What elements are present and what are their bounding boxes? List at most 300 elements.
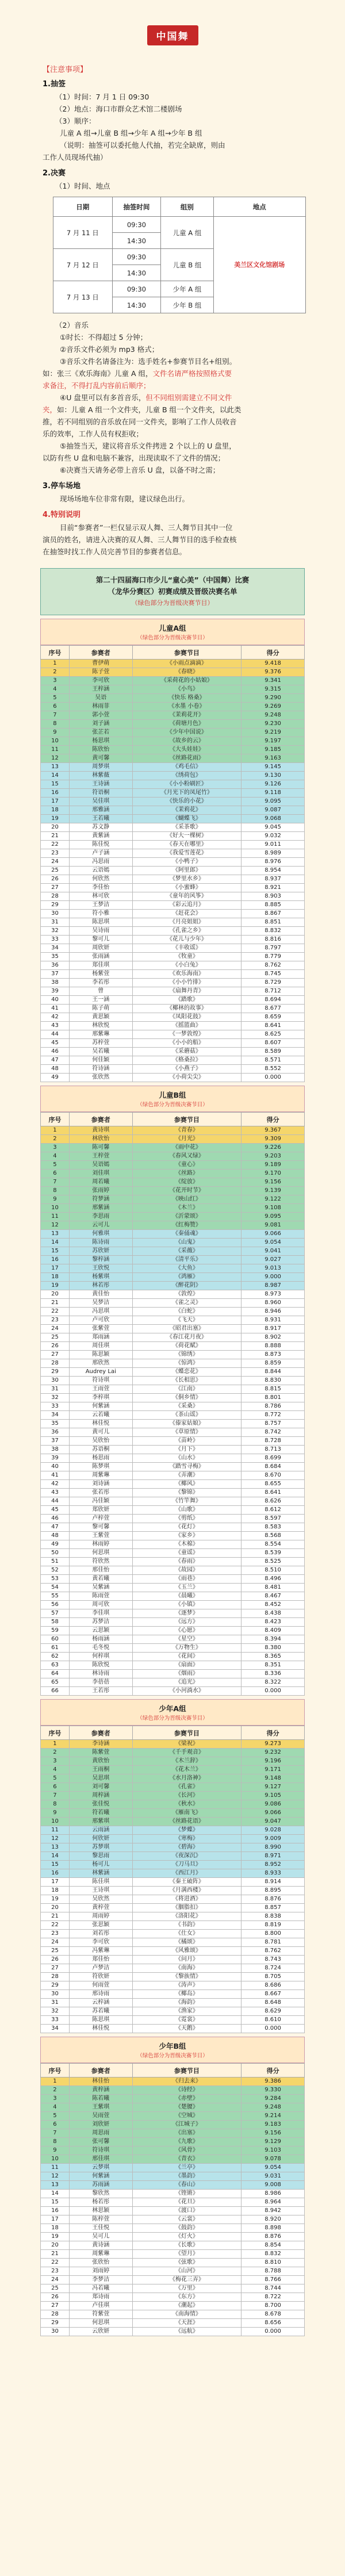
entry-number: 11 xyxy=(41,1826,70,1835)
entry-program: 《格桑拉》 xyxy=(132,1056,241,1065)
entry-score: 8.960 xyxy=(241,1299,305,1308)
entry-participant: 张雨涵 xyxy=(69,953,132,961)
draw-order-label: （3）顺序： xyxy=(55,117,96,125)
entry-program: 《长相思》 xyxy=(132,1377,241,1385)
entry-participant: 周若曦 xyxy=(69,1178,132,1187)
table-row xyxy=(41,1308,305,1316)
entry-number: 7 xyxy=(41,2129,70,2138)
entry-program: 《诗经》 xyxy=(132,2086,241,2095)
entry-number: 26 xyxy=(41,875,70,884)
entry-number: 20 xyxy=(41,2241,70,2250)
entry-number: 29 xyxy=(41,1981,70,1990)
table-row xyxy=(41,1947,305,1956)
entry-participant: 周思雨 xyxy=(69,2129,132,2138)
entry-score: 8.810 xyxy=(241,2259,305,2267)
table-row xyxy=(41,2016,305,2025)
table-row xyxy=(41,961,305,970)
entry-score: 8.937 xyxy=(241,875,305,884)
table-row xyxy=(41,910,305,918)
entry-participant: 张佳悦 xyxy=(69,1800,132,1809)
entry-score: 9.197 xyxy=(241,737,305,746)
entry-participant: 冯思雨 xyxy=(69,858,132,867)
table-row xyxy=(41,1749,305,1757)
entry-number: 15 xyxy=(41,2198,70,2207)
table-row xyxy=(41,729,305,737)
usb-folders-example-text: 如：儿童 A 组一个文件夹，儿童 B 组一个文件夹，以此类 xyxy=(57,405,241,414)
entry-number: 16 xyxy=(41,1256,70,1264)
entry-number: 26 xyxy=(41,1342,70,1351)
entry-number: 44 xyxy=(41,1030,70,1039)
entry-participant: 符欣妍 xyxy=(69,1973,132,1981)
entry-participant: 冯紫琳 xyxy=(69,1947,132,1956)
entry-number: 8 xyxy=(41,720,70,729)
entry-number: 28 xyxy=(41,892,70,901)
entry-program: 《青衣》 xyxy=(132,2155,241,2164)
entry-participant: 吴梦洁 xyxy=(69,1299,132,1308)
group-heading xyxy=(40,619,305,645)
table-row xyxy=(41,1627,305,1635)
entry-score: 8.851 xyxy=(241,918,305,927)
entry-number: 19 xyxy=(41,815,70,823)
entry-program: 《采桑》 xyxy=(132,1402,241,1411)
entry-program: 《梅花三弄》 xyxy=(132,2276,241,2284)
entry-participant: 苏梓萱 xyxy=(69,1039,132,1048)
entry-program: 《山河》 xyxy=(132,2267,241,2276)
table-row xyxy=(41,2241,305,2250)
table-row xyxy=(41,875,305,884)
table-row xyxy=(41,2302,305,2310)
entry-number: 36 xyxy=(41,1428,70,1437)
entry-number: 18 xyxy=(41,1887,70,1895)
entry-number: 56 xyxy=(41,1601,70,1609)
entry-participant: 吴诗雨 xyxy=(69,927,132,936)
results-column-header: 参赛节目 xyxy=(132,646,241,660)
entry-program: 《小小竹排》 xyxy=(132,979,241,987)
entry-program: 《渡口》 xyxy=(132,2207,241,2215)
entry-program: 《童年的风筝》 xyxy=(132,892,241,901)
entry-program: 《万物生》 xyxy=(132,1644,241,1653)
entry-participant: 郑佳怡 xyxy=(69,1956,132,1964)
entry-program: 《出塞》 xyxy=(132,2129,241,2138)
entry-program: 《故乡的云》 xyxy=(132,737,241,746)
table-row xyxy=(41,1144,305,1152)
entry-participant: 何梓琪 xyxy=(69,1653,132,1661)
entry-program: 《少年中国说》 xyxy=(132,729,241,737)
entry-number: 41 xyxy=(41,1471,70,1480)
table-row xyxy=(41,1385,305,1394)
entry-participant: 邢紫琳 xyxy=(69,1030,132,1039)
entry-number: 3 xyxy=(41,677,70,685)
table-row xyxy=(41,1618,305,1627)
entry-participant: 杨紫琪 xyxy=(69,1273,132,1282)
table-row xyxy=(41,1981,305,1990)
entry-score: 8.659 xyxy=(241,1013,305,1022)
music-example-warning: 文件名请严格按照格式要 xyxy=(152,369,232,378)
entry-score: 8.921 xyxy=(241,884,305,892)
table-row xyxy=(41,892,305,901)
entry-score: 9.108 xyxy=(241,1204,305,1213)
entry-participant: 黄可馨 xyxy=(69,754,132,763)
entry-score: 9.041 xyxy=(241,1247,305,1256)
entry-number: 21 xyxy=(41,1912,70,1921)
entry-participant: 王欣悦 xyxy=(69,1264,132,1273)
entry-participant: 李若彤 xyxy=(69,979,132,987)
table-row xyxy=(41,1030,305,1039)
entry-number: 33 xyxy=(41,2016,70,2025)
entry-participant: 陈诗雨 xyxy=(69,1239,132,1247)
entry-program: 《晨曦》 xyxy=(132,1592,241,1601)
section-special: 4.特别说明 xyxy=(43,511,80,519)
entry-number: 12 xyxy=(41,1835,70,1843)
entry-program: 《侗乡情》 xyxy=(132,1394,241,1402)
entry-program: 《昭君出塞》 xyxy=(132,1325,241,1333)
entry-participant: 郑雨涵 xyxy=(69,1333,132,1342)
table-row xyxy=(41,858,305,867)
entry-participant: 陈雨萱 xyxy=(69,1592,132,1601)
entry-number: 10 xyxy=(41,2155,70,2164)
entry-program: 《采茶歌》 xyxy=(132,823,241,832)
result-group xyxy=(40,1086,305,1696)
entry-participant: 黎欣然 xyxy=(69,2190,132,2198)
table-row xyxy=(41,2267,305,2276)
entry-number: 31 xyxy=(41,918,70,927)
entry-participant: 刘诗涵 xyxy=(69,1480,132,1489)
entry-score: 9.341 xyxy=(241,677,305,685)
entry-score: 8.857 xyxy=(241,1904,305,1912)
entry-program: 《西江月》 xyxy=(132,1869,241,1878)
entry-program: 《惊鸿》 xyxy=(132,1359,241,1368)
entry-participant: 林诗雨 xyxy=(69,1670,132,1678)
entry-score: 8.801 xyxy=(241,1394,305,1402)
entry-program: 《茶山谣》 xyxy=(132,1411,241,1420)
entry-participant: 吴紫涵 xyxy=(69,1584,132,1592)
entry-score: 8.946 xyxy=(241,1308,305,1316)
entry-participant: 邢紫涵 xyxy=(69,1204,132,1213)
entry-participant: 黄梓萱 xyxy=(69,1904,132,1912)
entry-number: 10 xyxy=(41,1818,70,1826)
entry-score: 9.156 xyxy=(241,1178,305,1187)
results-column-header: 序号 xyxy=(41,2064,70,2077)
entry-number: 6 xyxy=(41,1783,70,1792)
entry-number: 65 xyxy=(41,1678,70,1687)
table-row xyxy=(41,1411,305,1420)
entry-program: 《海韵》 xyxy=(132,1999,241,2007)
entry-program: 《春晓》 xyxy=(132,668,241,677)
entry-participant: 李可欣 xyxy=(69,1938,132,1947)
table-row xyxy=(41,1247,305,1256)
results-column-header: 得分 xyxy=(241,2064,305,2077)
entry-participant: 林雨婷 xyxy=(69,1540,132,1549)
table-row xyxy=(41,1809,305,1818)
entry-score: 8.779 xyxy=(241,953,305,961)
entry-program: 《丝路花雨》 xyxy=(132,754,241,763)
entry-program: 《孔雀之乡》 xyxy=(132,927,241,936)
entry-program: 《快乐的小花》 xyxy=(132,798,241,806)
table-row xyxy=(41,1653,305,1661)
entry-score: 9.170 xyxy=(241,1170,305,1178)
entry-program: 《小鸭子》 xyxy=(132,858,241,867)
table-row xyxy=(41,1497,305,1506)
entry-number: 39 xyxy=(41,1454,70,1463)
entry-program: 《寒梅》 xyxy=(132,1835,241,1843)
entry-score: 9.047 xyxy=(241,1818,305,1826)
music-order-warning: 求备注，不得打乱内容前后顺序； xyxy=(43,381,151,390)
entry-program: 《风雅颂》 xyxy=(132,1947,241,1956)
schedule-time: 14:30 xyxy=(112,265,161,281)
entry-number: 9 xyxy=(41,1809,70,1818)
entry-number: 51 xyxy=(41,1558,70,1566)
results-column-header: 参赛者 xyxy=(69,1726,132,1740)
table-row xyxy=(41,1437,305,1446)
entry-participant: 陈佳悦 xyxy=(69,841,132,849)
entry-number: 37 xyxy=(41,1437,70,1446)
results-groups xyxy=(40,619,305,2336)
entry-program: 《玉兰》 xyxy=(132,1584,241,1592)
entry-score: 8.496 xyxy=(241,1575,305,1584)
entry-score: 9.273 xyxy=(241,1740,305,1749)
entry-number: 52 xyxy=(41,1566,70,1575)
entry-participant: 刘雨婷 xyxy=(69,2267,132,2276)
entry-participant: 卢梓萱 xyxy=(69,1515,132,1523)
entry-participant: 李佳琪 xyxy=(69,1609,132,1618)
table-row xyxy=(41,996,305,1005)
entry-score: 9.226 xyxy=(241,1144,305,1152)
entry-program: 《雨中花》 xyxy=(132,1144,241,1152)
entry-program: 《花开时节》 xyxy=(132,1187,241,1195)
table-row xyxy=(41,2224,305,2233)
table-row xyxy=(41,1774,305,1783)
entry-score: 9.196 xyxy=(241,1757,305,1766)
entry-score: 8.832 xyxy=(241,2250,305,2259)
entry-participant: 云梓涵 xyxy=(69,1999,132,2007)
group-name: 儿童A组 xyxy=(159,624,186,632)
results-column-header: 参赛者 xyxy=(69,646,132,660)
entry-number: 46 xyxy=(41,1515,70,1523)
entry-score: 8.648 xyxy=(241,1999,305,2007)
table-row xyxy=(41,815,305,823)
schedule-time: 14:30 xyxy=(112,233,161,249)
table-row xyxy=(41,1325,305,1333)
group-note: （绿色部分为晋级决赛节目） xyxy=(137,2053,208,2059)
special-text-3: 在抽签时找工作人员完善节目的参赛者信息。 xyxy=(43,547,187,556)
entry-participant: 陈梦琪 xyxy=(69,1463,132,1471)
entry-program: 《弄潮》 xyxy=(132,1471,241,1480)
entry-score: 9.230 xyxy=(241,720,305,729)
table-row xyxy=(41,936,305,944)
music-duration: ①时长：不得超过 5 分钟； xyxy=(60,333,148,342)
table-row xyxy=(41,1065,305,1074)
entry-score: 9.032 xyxy=(241,832,305,841)
entry-participant: 陈思颖 xyxy=(69,1351,132,1359)
entry-score: 8.667 xyxy=(241,1990,305,1999)
entry-participant: 邢欣然 xyxy=(69,1359,132,1368)
entry-participant: 王梦洁 xyxy=(69,901,132,910)
table-row xyxy=(41,1792,305,1800)
entry-participant: 陈子萌 xyxy=(69,1005,132,1013)
entry-program: 《归去来》 xyxy=(132,2077,241,2086)
table-row xyxy=(41,1161,305,1170)
table-row xyxy=(41,1523,305,1532)
table-row xyxy=(41,987,305,996)
results-column-header: 得分 xyxy=(241,646,305,660)
entry-number: 4 xyxy=(41,1766,70,1774)
entry-participant: 李思雨 xyxy=(69,1213,132,1221)
entry-participant: Audrey Lai xyxy=(69,1368,132,1377)
entry-participant: 苏梦洁 xyxy=(69,1618,132,1627)
entry-program: 《春雨》 xyxy=(132,1558,241,1566)
entry-score: 8.895 xyxy=(241,1887,305,1895)
entry-program: 《山歌》 xyxy=(132,1506,241,1515)
entry-program: 《草原情》 xyxy=(132,1428,241,1437)
entry-score: 8.705 xyxy=(241,1973,305,1981)
results-column-header: 序号 xyxy=(41,1113,70,1126)
entry-participant: 林紫薇 xyxy=(69,772,132,780)
entry-participant: 冯佳颖 xyxy=(69,1497,132,1506)
entry-participant: 陈思琪 xyxy=(69,918,132,927)
final-time-place: （1）时间、地点 xyxy=(55,182,110,190)
entry-score: 8.942 xyxy=(241,2207,305,2215)
entry-number: 9 xyxy=(41,729,70,737)
entry-program: 《木棉》 xyxy=(132,1540,241,1549)
entry-number: 18 xyxy=(41,1273,70,1282)
entry-participant: 周紫琳 xyxy=(69,2250,132,2259)
entry-score: 8.656 xyxy=(241,2319,305,2328)
entry-score: 8.677 xyxy=(241,1005,305,1013)
table-row xyxy=(41,2129,305,2138)
entry-program: 《沂蒙颂》 xyxy=(132,1213,241,1221)
entry-participant: 何紫涵 xyxy=(69,1402,132,1411)
table-row xyxy=(41,780,305,789)
entry-program: 《踏雪寻梅》 xyxy=(132,1463,241,1471)
entry-program: 《竹竿舞》 xyxy=(132,1497,241,1506)
entry-program: 《快乐 格桑》 xyxy=(132,694,241,703)
entry-participant: 林可欣 xyxy=(69,892,132,901)
entry-participant: 王若彤 xyxy=(69,1687,132,1696)
table-row xyxy=(41,1074,305,1082)
entry-participant: 符梦涵 xyxy=(69,1195,132,1204)
entry-score: 9.156 xyxy=(241,2129,305,2138)
entry-number: 49 xyxy=(41,1074,70,1082)
entry-score: 8.467 xyxy=(241,1592,305,1601)
entry-number: 25 xyxy=(41,1947,70,1956)
table-row xyxy=(41,1687,305,1696)
table-row xyxy=(41,1342,305,1351)
entry-score: 9.031 xyxy=(241,2172,305,2181)
entry-score: 8.819 xyxy=(241,1921,305,1930)
entry-program: 《水月洛神》 xyxy=(132,1774,241,1783)
entry-participant: 王梓萱 xyxy=(69,1152,132,1161)
entry-program: 《椰岛》 xyxy=(132,1990,241,1999)
entry-participant: 周欣妍 xyxy=(69,944,132,953)
table-row xyxy=(41,2233,305,2241)
entry-score: 9.129 xyxy=(241,2138,305,2146)
entry-score: 8.607 xyxy=(241,1039,305,1048)
entry-number: 11 xyxy=(41,746,70,754)
entry-number: 1 xyxy=(41,1126,70,1135)
table-row xyxy=(41,2086,305,2095)
entry-number: 23 xyxy=(41,2267,70,2276)
entry-score: 8.989 xyxy=(241,849,305,858)
entry-number: 24 xyxy=(41,1325,70,1333)
entry-score: 8.713 xyxy=(241,1446,305,1454)
entry-participant: 王若曦 xyxy=(69,815,132,823)
table-row xyxy=(41,1273,305,1282)
entry-participant: 符诗琪 xyxy=(69,1377,132,1385)
entry-program: 《木兰辞》 xyxy=(132,1757,241,1766)
entry-score: 8.568 xyxy=(241,1532,305,1540)
draw-note-1: （说明：抽签可以委托他人代抽，若完全缺席，则由 xyxy=(60,141,225,150)
schedule-group: 儿童 B 组 xyxy=(161,249,213,281)
entry-score: 8.684 xyxy=(241,1463,305,1471)
table-row xyxy=(41,2112,305,2121)
entry-program: 《鸿雁》 xyxy=(132,1273,241,1282)
table-row xyxy=(41,1022,305,1030)
entry-program: 《花灯》 xyxy=(132,1523,241,1532)
schedule-header: 日期 xyxy=(53,197,113,217)
entry-score: 9.418 xyxy=(241,660,305,668)
results-table xyxy=(40,1726,305,2033)
entry-number: 8 xyxy=(41,1800,70,1809)
entry-number: 43 xyxy=(41,1022,70,1030)
entry-number: 7 xyxy=(41,1178,70,1187)
entry-score: 8.971 xyxy=(241,1852,305,1861)
table-row xyxy=(41,1135,305,1144)
schedule-group: 少年 B 组 xyxy=(161,297,213,313)
entry-participant: 邢佳怡 xyxy=(69,1566,132,1575)
entry-participant: 苏梦琪 xyxy=(69,1843,132,1852)
results-column-header: 得分 xyxy=(241,1726,305,1740)
entry-participant: 何雨萱 xyxy=(69,1981,132,1990)
entry-score: 8.800 xyxy=(241,1930,305,1938)
entry-score: 8.876 xyxy=(241,2233,305,2241)
entry-number: 25 xyxy=(41,2284,70,2293)
entry-score: 8.859 xyxy=(241,1359,305,1368)
entry-program: 《小鸟》 xyxy=(132,685,241,694)
entry-participant: 张可馨 xyxy=(69,2138,132,2146)
entry-number: 26 xyxy=(41,1956,70,1964)
entry-participant: 刘若彤 xyxy=(69,1930,132,1938)
table-row xyxy=(41,1480,305,1489)
entry-score: 9.008 xyxy=(241,2181,305,2190)
entry-number: 16 xyxy=(41,2207,70,2215)
entry-participant: 陈佳琪 xyxy=(69,1878,132,1887)
entry-number: 28 xyxy=(41,1359,70,1368)
entry-number: 53 xyxy=(41,1575,70,1584)
table-row xyxy=(41,1454,305,1463)
entry-program: 《梁祝》 xyxy=(132,1740,241,1749)
entry-number: 11 xyxy=(41,2164,70,2172)
entry-program: 《秋水》 xyxy=(132,1800,241,1809)
entry-program: 《小小的船》 xyxy=(132,1039,241,1048)
entry-program: 《鸡毛信》 xyxy=(132,763,241,772)
entry-program: 《天鹅》 xyxy=(132,2025,241,2033)
table-row xyxy=(41,1170,305,1178)
table-row xyxy=(41,1126,305,1135)
entry-program: 《小河淌水》 xyxy=(132,1687,241,1696)
table-row xyxy=(41,1005,305,1013)
table-row xyxy=(41,703,305,711)
table-row xyxy=(41,1644,305,1653)
entry-participant: 吴若曦 xyxy=(69,1048,132,1056)
entry-number: 63 xyxy=(41,1661,70,1670)
entry-program: 《将进酒》 xyxy=(132,1895,241,1904)
entry-program: 《绣荷包》 xyxy=(132,772,241,780)
entry-score: 8.987 xyxy=(241,1282,305,1290)
entry-participant: 黎梓涵 xyxy=(69,1256,132,1264)
table-row xyxy=(41,1921,305,1930)
table-row xyxy=(41,944,305,953)
table-row xyxy=(41,720,305,729)
